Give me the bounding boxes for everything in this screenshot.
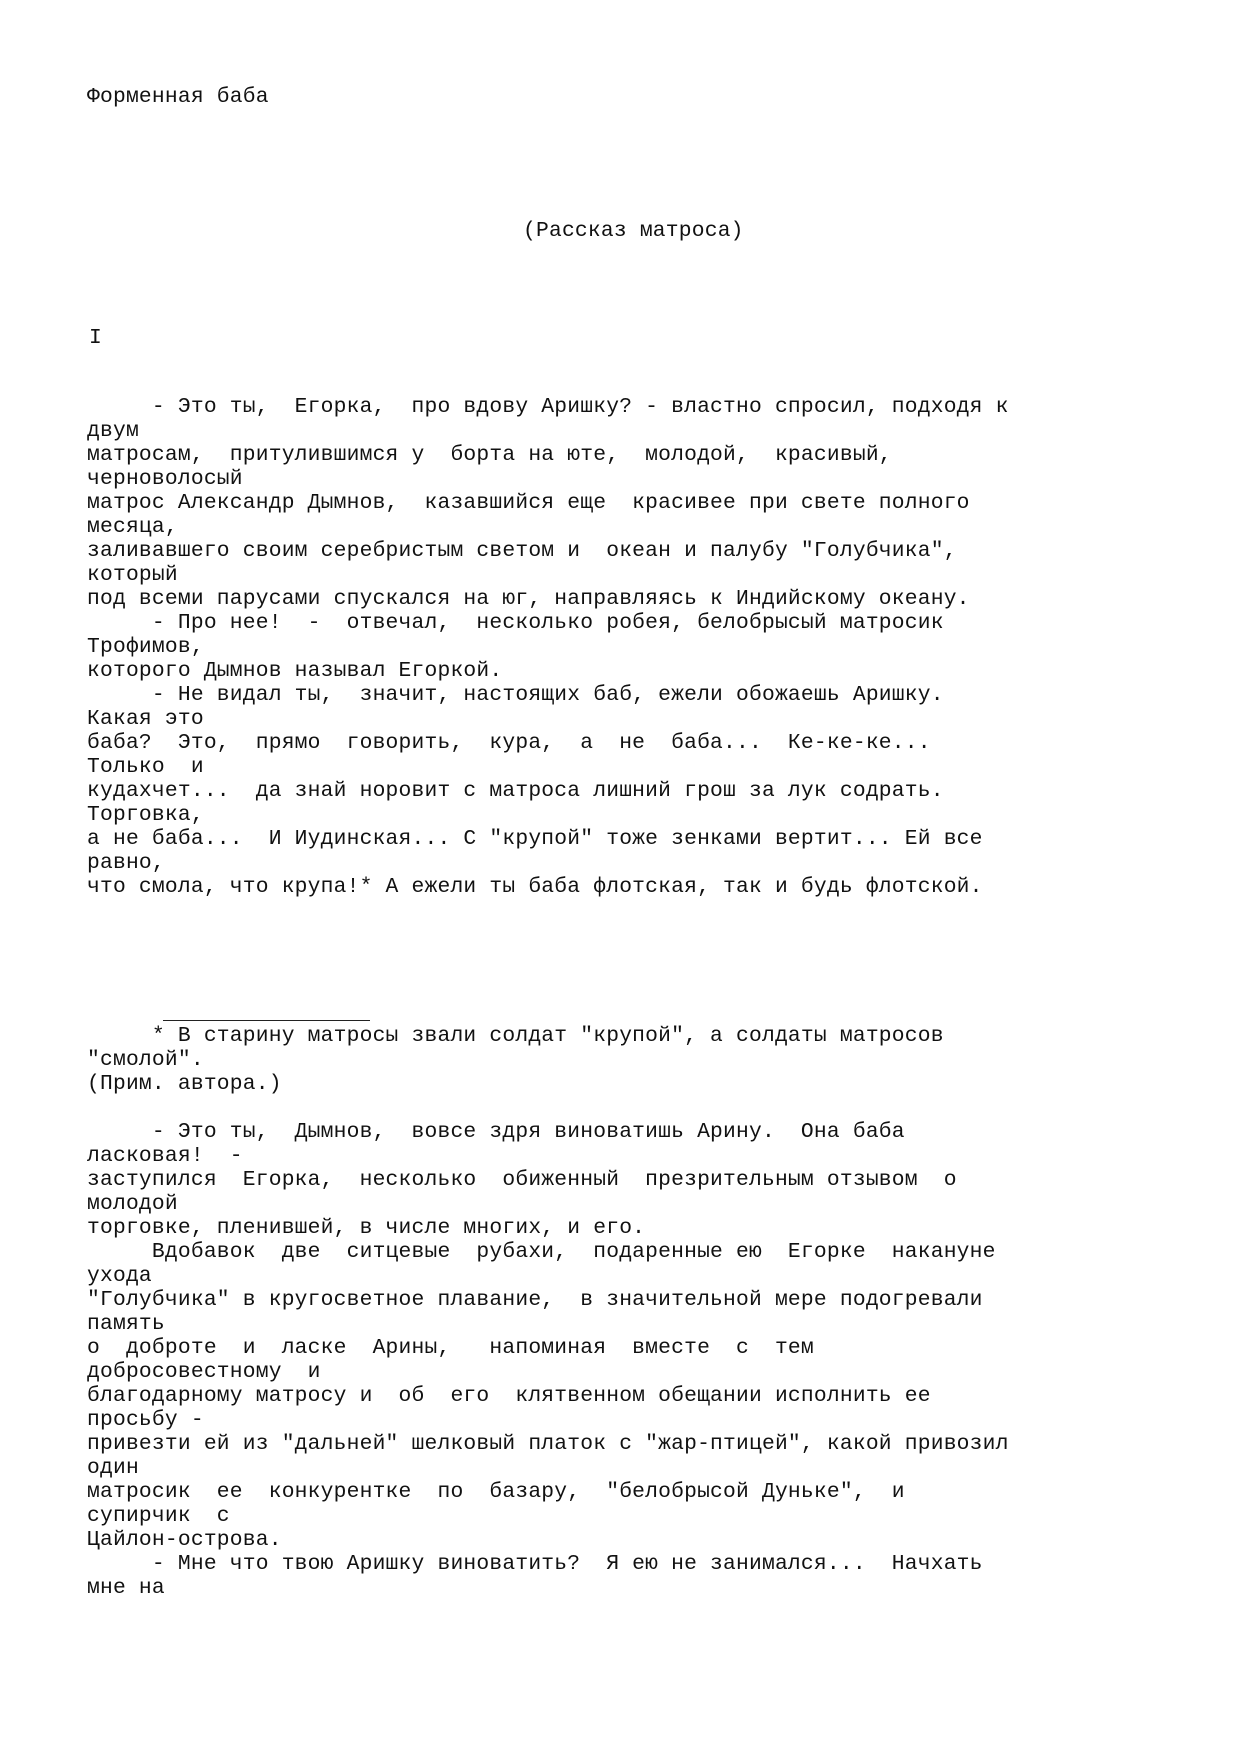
text-line: месяца, <box>87 515 178 539</box>
text-line: Трофимов, <box>87 635 204 659</box>
text-line: Вдобавок две ситцевые рубахи, подаренные ею Егорке накануне <box>87 1240 996 1264</box>
text-line: - Не видал ты, значит, настоящих баб, ежели обожаешь Аришку. <box>87 683 944 707</box>
document-title: Форменная баба <box>87 85 269 109</box>
text-line: двум <box>87 419 139 443</box>
document-subtitle: (Рассказ матроса) <box>523 219 744 243</box>
text-line: Только и <box>87 755 204 779</box>
footnote-separator <box>163 1020 370 1021</box>
text-line: матросик ее конкурентке по базару, "белобрысой Дуньке", и <box>87 1480 905 1504</box>
text-line: Цайлон-острова. <box>87 1528 282 1552</box>
text-line: супирчик с <box>87 1504 230 1528</box>
footnote-line: * В старину матросы звали солдат "крупой", а солдаты матросов <box>87 1024 944 1048</box>
text-line: заливавшего своим серебристым светом и океан и палубу "Голубчика", <box>87 539 957 563</box>
text-line: Какая это <box>87 707 204 731</box>
text-line: Торговка, <box>87 803 204 827</box>
footnote-line: (Прим. автора.) <box>87 1072 282 1096</box>
text-line: благодарному матросу и об его клятвенном обещании исполнить ее <box>87 1384 931 1408</box>
text-line: один <box>87 1456 139 1480</box>
text-line: - Это ты, Дымнов, вовсе здря виноватишь Арину. Она баба <box>87 1120 905 1144</box>
text-line: матросам, притулившимся у борта на юте, молодой, красивый, <box>87 443 892 467</box>
footnote-line: "смолой". <box>87 1048 204 1072</box>
text-line: матрос Александр Дымнов, казавшийся еще красивее при свете полного <box>87 491 970 515</box>
text-line: "Голубчика" в кругосветное плавание, в значительной мере подогревали <box>87 1288 983 1312</box>
text-line: под всеми парусами спускался на юг, направляясь к Индийскому океану. <box>87 587 970 611</box>
text-line: баба? Это, прямо говорить, кура, а не баба... Ке-ке-ке... <box>87 731 931 755</box>
text-line: привезти ей из "дальней" шелковый платок с "жар-птицей", какой привозил <box>87 1432 1009 1456</box>
text-line: а не баба... И Иудинская... С "крупой" тоже зенками вертит... Ей все <box>87 827 983 851</box>
text-line: мне на <box>87 1576 165 1600</box>
text-line: которого Дымнов называл Егоркой. <box>87 659 503 683</box>
chapter-number: I <box>89 326 102 350</box>
text-line: торговке, пленившей, в числе многих, и его. <box>87 1216 646 1240</box>
text-line: - Мне что твою Аришку виноватить? Я ею не занимался... Начхать <box>87 1552 983 1576</box>
text-line: что смола, что крупа!* А ежели ты баба флотская, так и будь флотской. <box>87 875 983 899</box>
text-line: - Это ты, Егорка, про вдову Аришку? - властно спросил, подходя к <box>87 395 1009 419</box>
text-line: ласковая! - <box>87 1144 243 1168</box>
text-line: просьбу - <box>87 1408 204 1432</box>
text-line: ухода <box>87 1264 152 1288</box>
text-line: - Про нее! - отвечал, несколько робея, белобрысый матросик <box>87 611 944 635</box>
text-line: кудахчет... да знай норовит с матроса лишний грош за лук содрать. <box>87 779 944 803</box>
text-line: заступился Егорка, несколько обиженный презрительным отзывом о <box>87 1168 957 1192</box>
text-line: о доброте и ласке Арины, напоминая вместе с тем <box>87 1336 814 1360</box>
text-line: черноволосый <box>87 467 243 491</box>
text-line: равно, <box>87 851 165 875</box>
text-line: память <box>87 1312 165 1336</box>
text-line: который <box>87 563 178 587</box>
text-line: молодой <box>87 1192 178 1216</box>
text-line: добросовестному и <box>87 1360 321 1384</box>
